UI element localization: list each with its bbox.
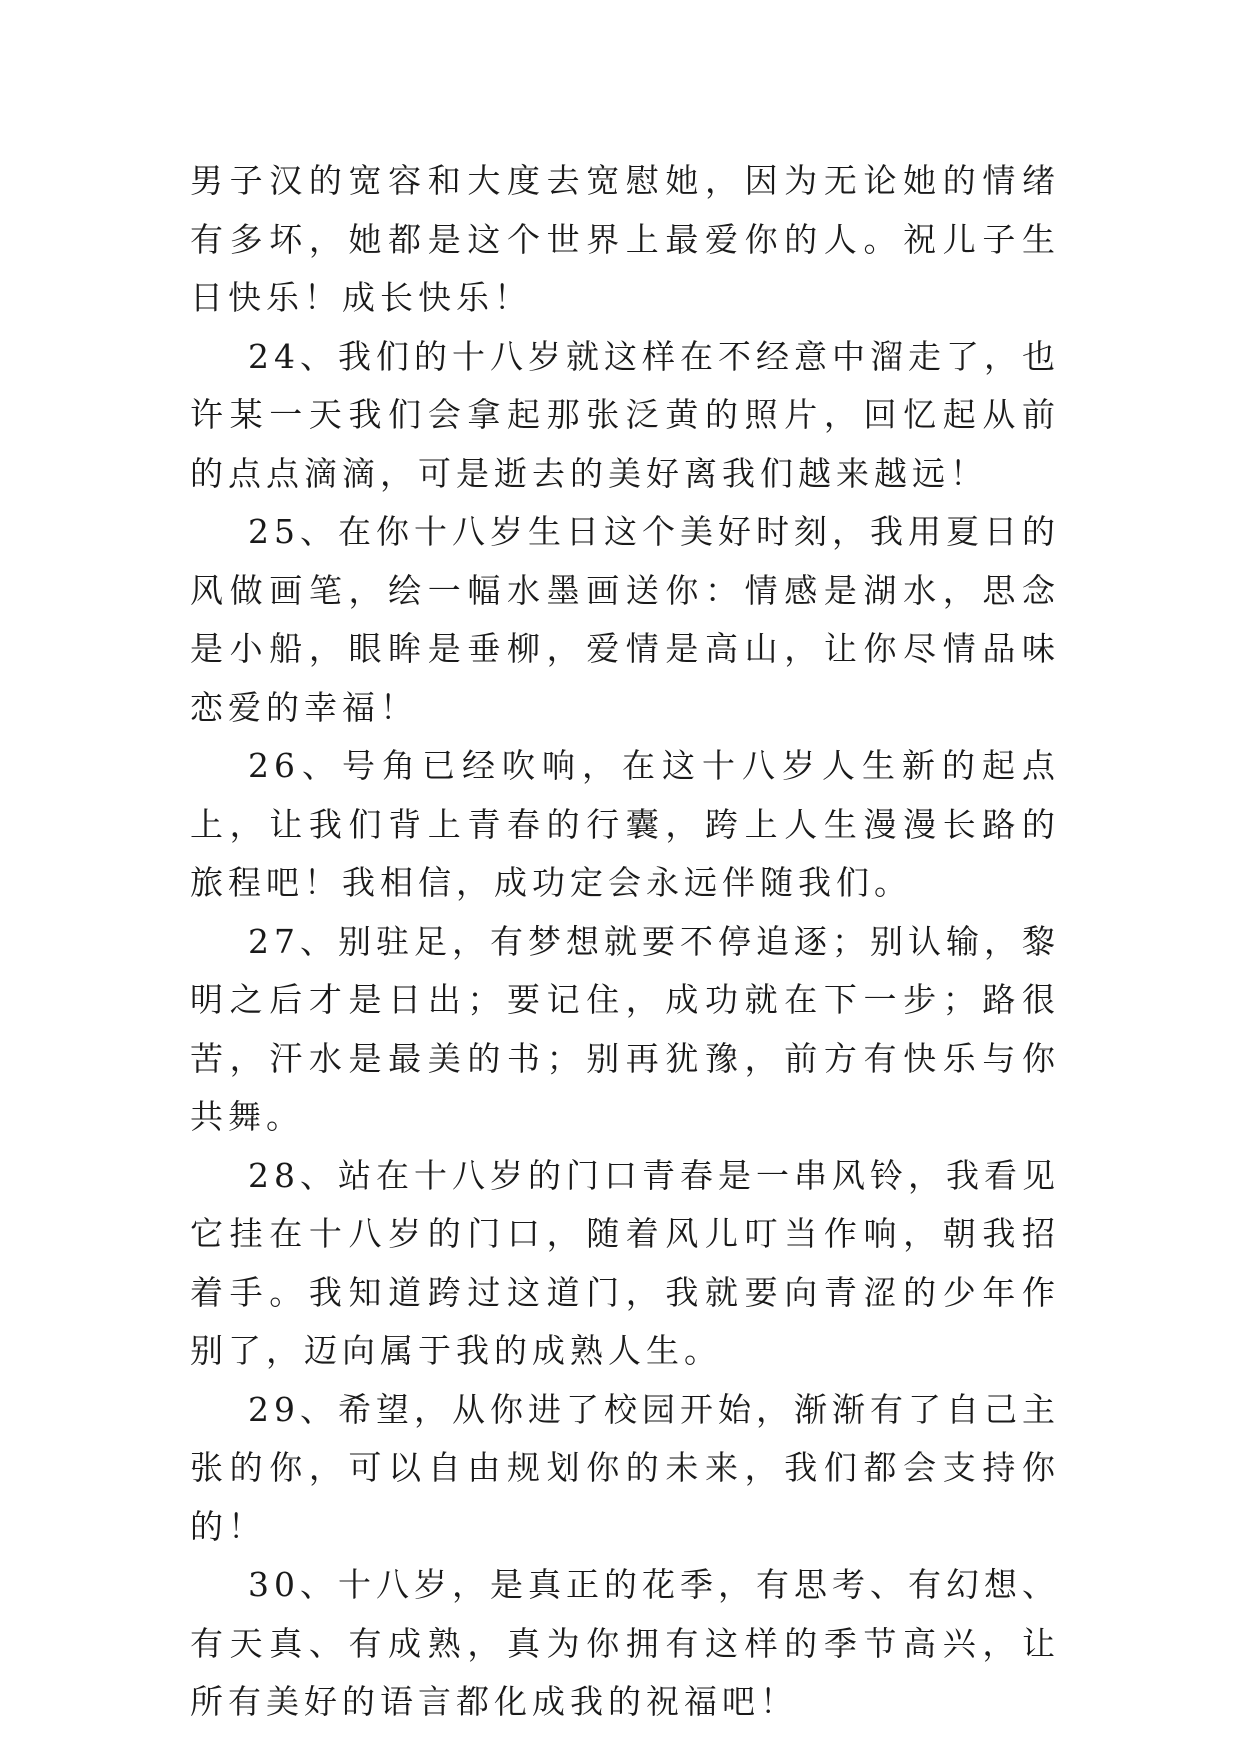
paragraph-25: 25、在你十八岁生日这个美好时刻，我用夏日的风做画笔，绘一幅水墨画送你：情感是湖水，思念是小船，眼眸是垂柳，爱情是高山，让你尽情品味恋爱的幸福！ <box>190 512 1060 727</box>
paragraph-26: 26、号角已经吹响，在这十八岁人生新的起点上，让我们背上青春的行囊，跨上人生漫漫长路的旅程吧！我相信，成功定会永远伴随我们。 <box>190 746 1060 902</box>
paragraph-30: 30、十八岁，是真正的花季，有思考、有幻想、有天真、有成熟，真为你拥有这样的季节高兴，让所有美好的语言都化成我的祝福吧！ <box>190 1565 1060 1721</box>
paragraph-27: 27、别驻足，有梦想就要不停追逐；别认输，黎明之后才是日出；要记住，成功就在下一步；路很苦，汗水是最美的书；别再犹豫，前方有快乐与你共舞。 <box>190 921 1060 1136</box>
document-page <box>190 152 1060 1732</box>
paragraph-24: 24、我们的十八岁就这样在不经意中溜走了，也许某一天我们会拿起那张泛黄的照片，回忆起从前的点点滴滴，可是逝去的美好离我们越来越远！ <box>190 336 1060 493</box>
paragraph-28: 28、站在十八岁的门口青春是一串风铃，我看见它挂在十八岁的门口，随着风儿叮当作响，朝我招着手。我知道跨过这道门，我就要向青涩的少年作别了，迈向属于我的成熟人生。 <box>190 1155 1060 1370</box>
paragraph-continuation: 男子汉的宽容和大度去宽慰她，因为无论她的情绪有多坏，她都是这个世界上最爱你的人。祝儿子生日快乐！成长快乐！ <box>190 161 1060 317</box>
paragraph-29: 29、希望，从你进了校园开始，渐渐有了自己主张的你，可以自由规划你的未来，我们都会支持你的！ <box>190 1389 1060 1546</box>
